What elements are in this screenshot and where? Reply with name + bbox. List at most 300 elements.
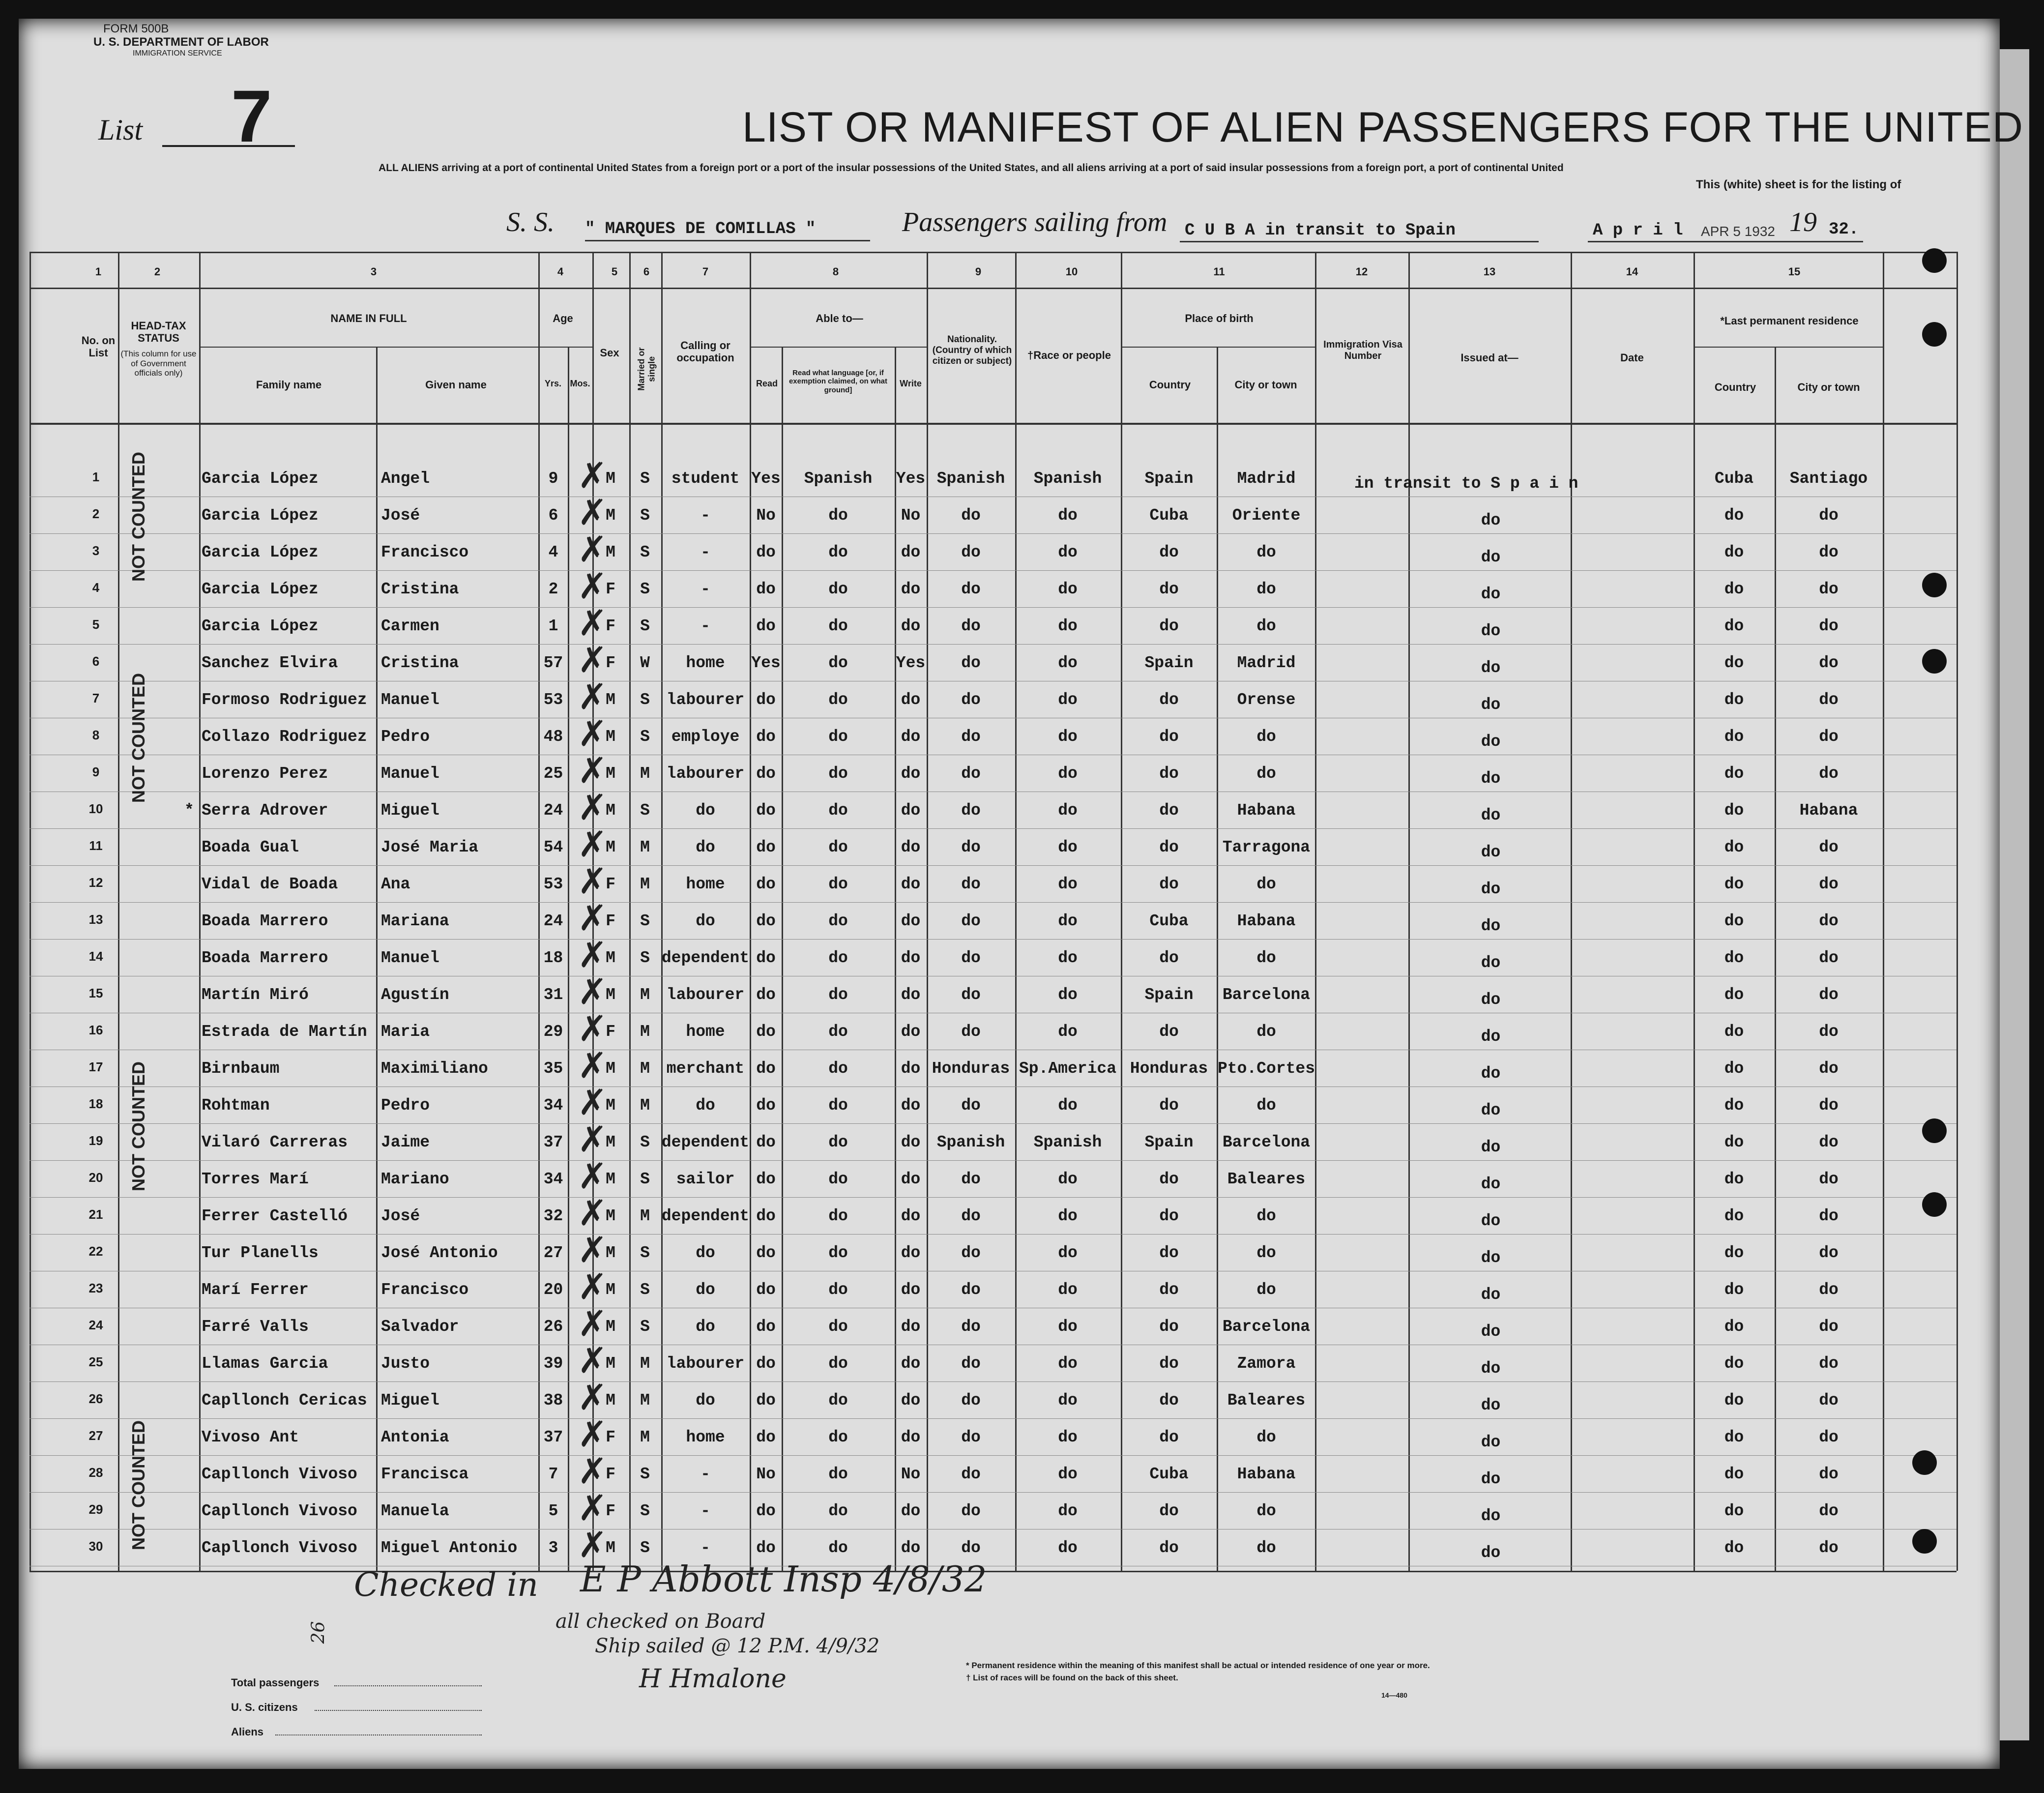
asterisk-mark: * bbox=[184, 801, 194, 820]
column-line bbox=[199, 252, 201, 1571]
row-19-bcountry: Spain bbox=[1144, 1133, 1194, 1151]
year-suffix: 32. bbox=[1829, 220, 1859, 239]
row-27-lang: do bbox=[828, 1428, 848, 1446]
row-6-read: Yes bbox=[751, 654, 781, 672]
row-25-rcountry: do bbox=[1724, 1354, 1744, 1373]
colno-2: 2 bbox=[154, 265, 161, 278]
row-15-ms: M bbox=[640, 986, 650, 1004]
row-30-family: Capllonch Vivoso bbox=[202, 1539, 357, 1557]
row-26-bcity: Baleares bbox=[1227, 1391, 1306, 1410]
row-30-issued: do bbox=[1481, 1544, 1501, 1562]
row-9-calling: labourer bbox=[666, 764, 745, 783]
row-25-no: 25 bbox=[88, 1354, 103, 1369]
hdr-birth-city: City or town bbox=[1234, 379, 1297, 391]
row-3-bcountry: do bbox=[1159, 543, 1179, 561]
row-21-no: 21 bbox=[88, 1207, 103, 1222]
row-18-nat: do bbox=[961, 1096, 981, 1115]
row-12-rcity: do bbox=[1819, 875, 1839, 893]
row-26-age: 38 bbox=[543, 1391, 563, 1410]
row-17-bcity: Pto.Cortes bbox=[1217, 1059, 1315, 1078]
row-17-read: do bbox=[756, 1059, 776, 1078]
row-2-race: do bbox=[1058, 506, 1078, 525]
row-25-bcountry: do bbox=[1159, 1354, 1179, 1373]
row-25-race: do bbox=[1058, 1354, 1078, 1373]
row-23-no: 23 bbox=[88, 1281, 103, 1295]
row-26-nat: do bbox=[961, 1391, 981, 1410]
row-28-family: Capllonch Vivoso bbox=[202, 1465, 357, 1483]
row-5-issued: do bbox=[1481, 622, 1501, 640]
ship-name: " MARQUES DE COMILLAS " bbox=[585, 220, 816, 238]
row-18-bcity: do bbox=[1256, 1096, 1276, 1115]
row-19-issued: do bbox=[1481, 1138, 1501, 1156]
row-13-calling: do bbox=[696, 912, 715, 930]
row-3-no: 3 bbox=[92, 543, 100, 558]
row-29-family: Capllonch Vivoso bbox=[202, 1502, 357, 1520]
hdr-head-tax-note: (This column for use of Government officials only) bbox=[120, 349, 197, 378]
ship-underline bbox=[585, 240, 870, 241]
row-7-bcity: Orense bbox=[1237, 691, 1296, 709]
row-8-lang: do bbox=[828, 728, 848, 746]
row-6-rcountry: do bbox=[1724, 654, 1744, 672]
row-26-rcity: do bbox=[1819, 1391, 1839, 1410]
list-number: 7 bbox=[231, 75, 272, 157]
row-12-bcity: do bbox=[1256, 875, 1276, 893]
check-mark-icon: ✗ bbox=[578, 971, 608, 1012]
check-mark-icon: ✗ bbox=[578, 1229, 608, 1270]
row-2-bcity: Oriente bbox=[1232, 506, 1301, 525]
row-14-rcity: do bbox=[1819, 949, 1839, 967]
row-5-bcountry: do bbox=[1159, 617, 1179, 635]
colno-6: 6 bbox=[643, 265, 650, 278]
row-25-family: Llamas Garcia bbox=[202, 1354, 328, 1373]
row-23-issued: do bbox=[1481, 1286, 1501, 1304]
row-22-bcity: do bbox=[1256, 1244, 1276, 1262]
row-29-calling: - bbox=[701, 1502, 710, 1520]
aliens-dots bbox=[275, 1734, 482, 1735]
row-24-read: do bbox=[756, 1318, 776, 1336]
row-15-rcountry: do bbox=[1724, 986, 1744, 1004]
row-6-given: Cristina bbox=[381, 654, 459, 672]
row-9-write: do bbox=[901, 764, 921, 783]
column-line bbox=[629, 252, 631, 1571]
side-note-4: NOT COUNTED bbox=[128, 1420, 148, 1550]
hdr-place-of-birth: Place of birth bbox=[1185, 312, 1254, 324]
row-13-bcity: Habana bbox=[1237, 912, 1296, 930]
row-6-sex: F bbox=[606, 654, 615, 672]
row-6-calling: home bbox=[686, 654, 725, 672]
row-19-ms: S bbox=[640, 1133, 650, 1151]
row-17-write: do bbox=[901, 1059, 921, 1078]
row-26-race: do bbox=[1058, 1391, 1078, 1410]
handwritten-note-2: Ship sailed @ 12 P.M. 4/9/32 bbox=[595, 1635, 880, 1657]
row-30-bcity: do bbox=[1256, 1539, 1276, 1557]
row-9-given: Manuel bbox=[381, 764, 439, 783]
row-10-bcountry: do bbox=[1159, 801, 1179, 820]
row-line bbox=[29, 607, 1956, 608]
row-2-calling: - bbox=[701, 506, 710, 525]
colno-4: 4 bbox=[557, 265, 564, 278]
colno-11: 11 bbox=[1213, 265, 1225, 278]
row-27-nat: do bbox=[961, 1428, 981, 1446]
row-24-rcity: do bbox=[1819, 1318, 1839, 1336]
row-17-bcountry: Honduras bbox=[1130, 1059, 1208, 1078]
row-28-bcity: Habana bbox=[1237, 1465, 1296, 1483]
check-mark-icon: ✗ bbox=[578, 1303, 608, 1344]
row-19-read: do bbox=[756, 1133, 776, 1151]
row-5-race: do bbox=[1058, 617, 1078, 635]
print-code: 14—480 bbox=[1381, 1691, 1407, 1699]
row-7-family: Formoso Rodriguez bbox=[202, 691, 367, 709]
row-21-sex: M bbox=[606, 1207, 615, 1225]
row-28-lang: do bbox=[828, 1465, 848, 1483]
row-9-ms: M bbox=[640, 764, 650, 783]
row-7-rcity: do bbox=[1819, 691, 1839, 709]
row-27-rcity: do bbox=[1819, 1428, 1839, 1446]
row-19-family: Vilaró Carreras bbox=[202, 1133, 348, 1151]
row-30-bcountry: do bbox=[1159, 1539, 1179, 1557]
row-23-bcountry: do bbox=[1159, 1281, 1179, 1299]
row-23-race: do bbox=[1058, 1281, 1078, 1299]
date-typed: A p r i l bbox=[1593, 221, 1683, 240]
row-23-given: Francisco bbox=[381, 1281, 469, 1299]
colno-13: 13 bbox=[1483, 265, 1496, 278]
row-9-bcity: do bbox=[1256, 764, 1276, 783]
row-29-race: do bbox=[1058, 1502, 1078, 1520]
date-underline bbox=[1588, 241, 1863, 242]
row-12-sex: F bbox=[606, 875, 615, 893]
row-14-nat: do bbox=[961, 949, 981, 967]
row-24-given: Salvador bbox=[381, 1318, 459, 1336]
row-29-read: do bbox=[756, 1502, 776, 1520]
row-3-lang: do bbox=[828, 543, 848, 561]
row-21-given: José bbox=[381, 1207, 420, 1225]
row-12-write: do bbox=[901, 875, 921, 893]
row-7-given: Manuel bbox=[381, 691, 439, 709]
aliens-label: Aliens bbox=[231, 1726, 264, 1738]
row-9-family: Lorenzo Perez bbox=[202, 764, 328, 783]
row-12-bcountry: do bbox=[1159, 875, 1179, 893]
row-15-read: do bbox=[756, 986, 776, 1004]
check-mark-icon: ✗ bbox=[578, 1118, 608, 1160]
check-mark-icon: ✗ bbox=[578, 1487, 608, 1528]
row-30-write: do bbox=[901, 1539, 921, 1557]
row-23-bcity: do bbox=[1256, 1281, 1276, 1299]
row-18-lang: do bbox=[828, 1096, 848, 1115]
row-line bbox=[29, 533, 1956, 534]
row-9-lang: do bbox=[828, 764, 848, 783]
row-27-issued: do bbox=[1481, 1433, 1501, 1451]
column-line bbox=[1408, 252, 1410, 1571]
column-line bbox=[29, 252, 31, 1571]
binder-hole bbox=[1922, 649, 1947, 674]
row-19-age: 37 bbox=[543, 1133, 563, 1151]
citizens-dots bbox=[315, 1710, 482, 1711]
binder-hole bbox=[1922, 1192, 1947, 1217]
row-23-rcountry: do bbox=[1724, 1281, 1744, 1299]
date-stamp: APR 5 1932 bbox=[1701, 224, 1775, 239]
row-27-family: Vivoso Ant bbox=[202, 1428, 299, 1446]
row-11-ms: M bbox=[640, 838, 650, 856]
row-18-given: Pedro bbox=[381, 1096, 430, 1115]
row-17-lang: do bbox=[828, 1059, 848, 1078]
column-line bbox=[1015, 252, 1017, 1571]
handwritten-note-1: all checked on Board bbox=[555, 1610, 766, 1633]
colno-8: 8 bbox=[832, 265, 839, 278]
row-10-nat: do bbox=[961, 801, 981, 820]
row-12-no: 12 bbox=[88, 875, 103, 890]
column-line bbox=[1694, 252, 1695, 1571]
hdr-able-to: Able to— bbox=[816, 312, 863, 324]
row-10-age: 24 bbox=[543, 801, 563, 820]
row-line bbox=[29, 865, 1956, 866]
row-10-calling: do bbox=[696, 801, 715, 820]
row-5-age: 1 bbox=[548, 617, 558, 635]
row-3-write: do bbox=[901, 543, 921, 561]
row-30-race: do bbox=[1058, 1539, 1078, 1557]
row-30-calling: - bbox=[701, 1539, 710, 1557]
row-3-rcountry: do bbox=[1724, 543, 1744, 561]
row-28-read: No bbox=[756, 1465, 776, 1483]
row-25-given: Justo bbox=[381, 1354, 430, 1373]
row-25-write: do bbox=[901, 1354, 921, 1373]
row-20-issued: do bbox=[1481, 1175, 1501, 1193]
row-18-no: 18 bbox=[88, 1096, 103, 1111]
hdr-race: †Race or people bbox=[1027, 349, 1111, 361]
row-14-ms: S bbox=[640, 949, 650, 967]
row-4-age: 2 bbox=[548, 580, 558, 598]
row-13-sex: F bbox=[606, 912, 615, 930]
row-13-lang: do bbox=[828, 912, 848, 930]
subtitle-2: This (white) sheet is for the listing of bbox=[1696, 178, 1901, 191]
row-8-ms: S bbox=[640, 728, 650, 746]
row-10-no: 10 bbox=[88, 801, 103, 816]
header-bottom-line bbox=[29, 423, 1956, 425]
row-20-sex: M bbox=[606, 1170, 615, 1188]
check-mark-icon: ✗ bbox=[578, 602, 608, 644]
column-line bbox=[538, 252, 540, 1571]
column-line bbox=[1315, 252, 1316, 1571]
check-mark-icon: ✗ bbox=[578, 787, 608, 828]
row-16-sex: F bbox=[606, 1023, 615, 1041]
row-10-issued: do bbox=[1481, 806, 1501, 824]
row-2-age: 6 bbox=[548, 506, 558, 525]
row-14-family: Boada Marrero bbox=[202, 949, 328, 967]
column-line bbox=[927, 252, 928, 1571]
row-25-sex: M bbox=[606, 1354, 615, 1373]
row-16-family: Estrada de Martín bbox=[202, 1023, 367, 1041]
hdr-res-city: City or town bbox=[1797, 381, 1860, 393]
row-14-bcity: do bbox=[1256, 949, 1276, 967]
row-23-calling: do bbox=[696, 1281, 715, 1299]
hdr-date: Date bbox=[1620, 352, 1644, 364]
row-12-ms: M bbox=[640, 875, 650, 893]
row-8-write: do bbox=[901, 728, 921, 746]
check-mark-icon: ✗ bbox=[578, 934, 608, 975]
row-17-rcity: do bbox=[1819, 1059, 1839, 1078]
row-17-issued: do bbox=[1481, 1064, 1501, 1083]
hdr-res-country: Country bbox=[1714, 381, 1756, 393]
row-4-read: do bbox=[756, 580, 776, 598]
row-16-rcountry: do bbox=[1724, 1023, 1744, 1041]
row-4-given: Cristina bbox=[381, 580, 459, 598]
row-1-no: 1 bbox=[92, 470, 100, 484]
row-12-rcountry: do bbox=[1724, 875, 1744, 893]
row-7-read: do bbox=[756, 691, 776, 709]
row-line bbox=[29, 1418, 1956, 1419]
row-11-calling: do bbox=[696, 838, 715, 856]
hdr-name-in-full: NAME IN FULL bbox=[330, 312, 407, 324]
row-line bbox=[29, 939, 1956, 940]
row-9-age: 25 bbox=[543, 764, 563, 783]
row-2-ms: S bbox=[640, 506, 650, 525]
row-3-family: Garcia López bbox=[202, 543, 319, 561]
row-28-rcity: do bbox=[1819, 1465, 1839, 1483]
row-10-bcity: Habana bbox=[1237, 801, 1296, 820]
row-13-ms: S bbox=[640, 912, 650, 930]
row-18-issued: do bbox=[1481, 1101, 1501, 1119]
check-mark-icon: ✗ bbox=[578, 565, 608, 607]
row-8-nat: do bbox=[961, 728, 981, 746]
row-11-given: José Maria bbox=[381, 838, 479, 856]
row-14-given: Manuel bbox=[381, 949, 439, 967]
row-26-family: Capllonch Cericas bbox=[202, 1391, 367, 1410]
row-17-age: 35 bbox=[543, 1059, 563, 1078]
row-23-age: 20 bbox=[543, 1281, 563, 1299]
row-6-ms: W bbox=[640, 654, 650, 672]
row-8-family: Collazo Rodriguez bbox=[202, 728, 367, 746]
row-line bbox=[29, 1234, 1956, 1235]
row-22-write: do bbox=[901, 1244, 921, 1262]
row-29-sex: F bbox=[606, 1502, 615, 1520]
row-line bbox=[29, 1492, 1956, 1493]
row-7-no: 7 bbox=[92, 691, 100, 705]
row-2-given: José bbox=[381, 506, 420, 525]
row-20-given: Mariano bbox=[381, 1170, 449, 1188]
row-15-bcity: Barcelona bbox=[1222, 986, 1311, 1004]
row-30-ms: S bbox=[640, 1539, 650, 1557]
row-21-write: do bbox=[901, 1207, 921, 1225]
row-8-rcountry: do bbox=[1724, 728, 1744, 746]
row-5-rcity: do bbox=[1819, 617, 1839, 635]
row-24-rcountry: do bbox=[1724, 1318, 1744, 1336]
row-13-bcountry: Cuba bbox=[1149, 912, 1189, 930]
row-16-lang: do bbox=[828, 1023, 848, 1041]
hdr-head-tax: HEAD-TAX STATUS bbox=[131, 320, 186, 345]
row-22-lang: do bbox=[828, 1244, 848, 1262]
row-4-write: do bbox=[901, 580, 921, 598]
row-15-given: Agustín bbox=[381, 986, 449, 1004]
row-22-rcity: do bbox=[1819, 1244, 1839, 1262]
footnote-star: * Permanent residence within the meaning of this manifest shall be actual or intended residence of one year or more. bbox=[966, 1661, 1430, 1670]
row-27-read: do bbox=[756, 1428, 776, 1446]
row-21-race: do bbox=[1058, 1207, 1078, 1225]
row-2-rcity: do bbox=[1819, 506, 1839, 525]
row-6-lang: do bbox=[828, 654, 848, 672]
row-17-given: Maximiliano bbox=[381, 1059, 488, 1078]
row-line bbox=[29, 1160, 1956, 1161]
row-16-no: 16 bbox=[88, 1023, 103, 1037]
row-12-read: do bbox=[756, 875, 776, 893]
row-14-rcountry: do bbox=[1724, 949, 1744, 967]
row-16-rcity: do bbox=[1819, 1023, 1839, 1041]
colno-3: 3 bbox=[370, 265, 377, 278]
binder-hole bbox=[1922, 573, 1947, 597]
footnote-dagger: † List of races will be found on the back of this sheet. bbox=[966, 1673, 1178, 1682]
row-16-bcountry: do bbox=[1159, 1023, 1179, 1041]
row-25-lang: do bbox=[828, 1354, 848, 1373]
row-18-sex: M bbox=[606, 1096, 615, 1115]
row-23-ms: S bbox=[640, 1281, 650, 1299]
column-line bbox=[1121, 252, 1122, 1571]
row-6-race: do bbox=[1058, 654, 1078, 672]
row-15-bcountry: Spain bbox=[1144, 986, 1194, 1004]
row-16-age: 29 bbox=[543, 1023, 563, 1041]
row-25-issued: do bbox=[1481, 1359, 1501, 1378]
row-25-bcity: Zamora bbox=[1237, 1354, 1296, 1373]
row-3-sex: M bbox=[606, 543, 615, 561]
row-22-no: 22 bbox=[88, 1244, 103, 1259]
row-7-age: 53 bbox=[543, 691, 563, 709]
row-25-ms: M bbox=[640, 1354, 650, 1373]
row-14-read: do bbox=[756, 949, 776, 967]
row-18-age: 34 bbox=[543, 1096, 563, 1115]
row-8-bcountry: do bbox=[1159, 728, 1179, 746]
hdr-given-name: Given name bbox=[425, 379, 487, 391]
sailing-underline bbox=[1180, 241, 1539, 242]
row-16-race: do bbox=[1058, 1023, 1078, 1041]
list-underline bbox=[162, 145, 295, 147]
row-4-no: 4 bbox=[92, 580, 100, 595]
row-10-lang: do bbox=[828, 801, 848, 820]
row-10-family: Serra Adrover bbox=[202, 801, 328, 820]
row-14-write: do bbox=[901, 949, 921, 967]
colno-10: 10 bbox=[1065, 265, 1078, 278]
subtitle: ALL ALIENS arriving at a port of continental United States from a foreign port or a port of the insular possessions of the United States, and all aliens arriving at a port of said insular possessions from a foreign port, a port of continental United bbox=[379, 162, 1564, 174]
row-6-bcountry: Spain bbox=[1144, 654, 1194, 672]
row-20-rcountry: do bbox=[1724, 1170, 1744, 1188]
row-10-rcountry: do bbox=[1724, 801, 1744, 820]
row-13-no: 13 bbox=[88, 912, 103, 927]
page-title: LIST OR MANIFEST OF ALIEN PASSENGERS FOR THE UNITED bbox=[742, 104, 2024, 151]
row-22-nat: do bbox=[961, 1244, 981, 1262]
row-6-bcity: Madrid bbox=[1237, 654, 1296, 672]
row-13-race: do bbox=[1058, 912, 1078, 930]
row-28-rcountry: do bbox=[1724, 1465, 1744, 1483]
row-15-race: do bbox=[1058, 986, 1078, 1004]
row-3-race: do bbox=[1058, 543, 1078, 561]
row-8-read: do bbox=[756, 728, 776, 746]
row-29-given: Manuela bbox=[381, 1502, 449, 1520]
row-24-bcity: Barcelona bbox=[1222, 1318, 1311, 1336]
row-28-issued: do bbox=[1481, 1470, 1501, 1488]
row-20-bcity: Baleares bbox=[1227, 1170, 1306, 1188]
row-19-calling: dependent bbox=[661, 1133, 750, 1151]
row-21-rcountry: do bbox=[1724, 1207, 1744, 1225]
row-2-read: No bbox=[756, 506, 776, 525]
row-8-bcity: do bbox=[1256, 728, 1276, 746]
row-14-no: 14 bbox=[88, 949, 103, 964]
us-citizens-label: U. S. citizens bbox=[231, 1701, 298, 1713]
row-11-no: 11 bbox=[89, 838, 103, 853]
row-1-calling: student bbox=[671, 470, 740, 488]
row-3-read: do bbox=[756, 543, 776, 561]
row-19-sex: M bbox=[606, 1133, 615, 1151]
row-16-nat: do bbox=[961, 1023, 981, 1041]
row-12-issued: do bbox=[1481, 880, 1501, 898]
row-1-rcountry: Cuba bbox=[1714, 470, 1754, 488]
row-13-family: Boada Marrero bbox=[202, 912, 328, 930]
row-28-age: 7 bbox=[548, 1465, 558, 1483]
